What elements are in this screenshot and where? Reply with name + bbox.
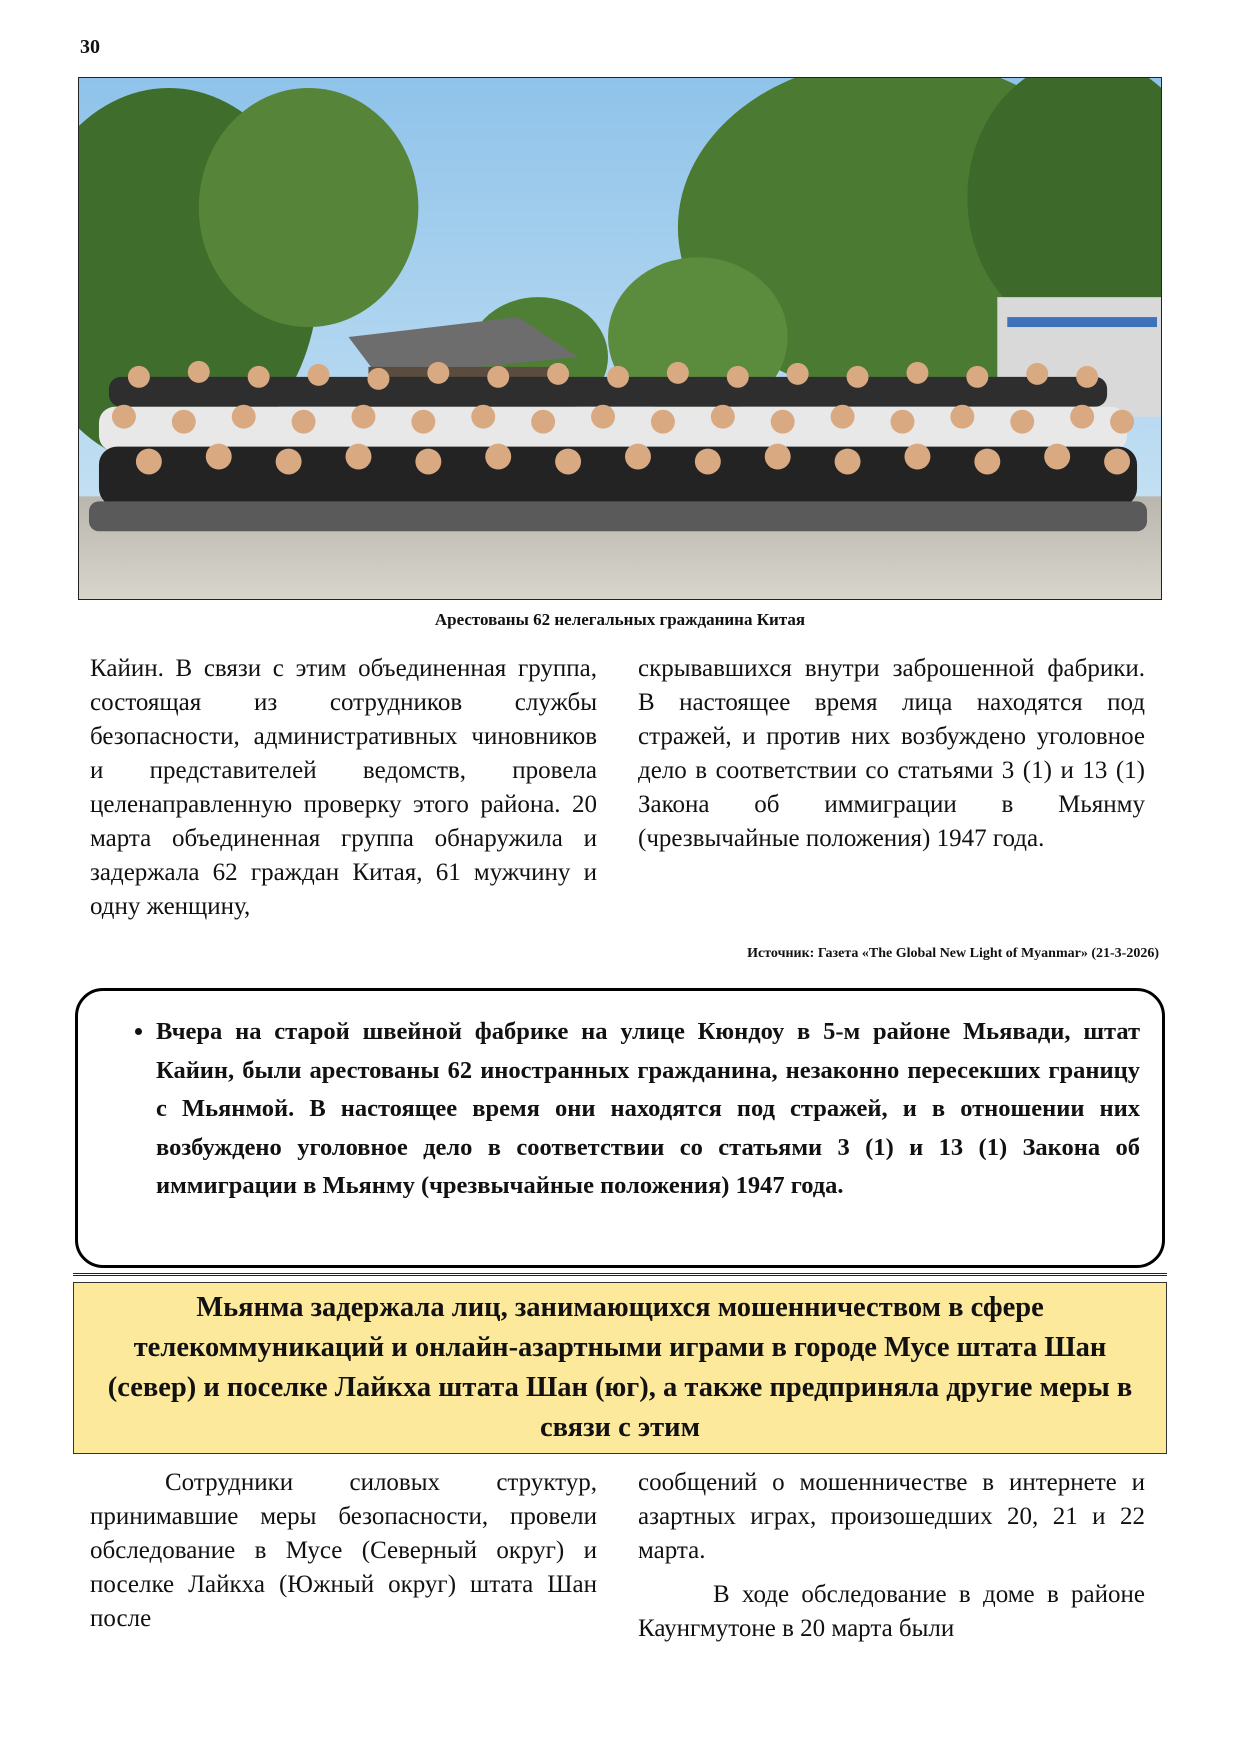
article2-right-paragraph-1: сообщений о мошенничестве в интернете и азартных играх, произошедших 20, 21 и 22 марта. (638, 1469, 1145, 1564)
page-number: 30 (80, 36, 100, 58)
article1-source: Источник: Газета «The Global New Light of Myanmar» (21-3-2026) (747, 946, 1159, 961)
summary-list (128, 1013, 1140, 1206)
article1-left-paragraph: Кайин. В связи с этим объединенная группа, состоящая из сотрудников службы безопасности, административных чиновников и представителей ведомств, провела целенаправленную проверку этого района. 20 марта объединенная группа обнаружила и задержала 62 граждан Китая, 61 мужчину и одну женщину, (90, 655, 597, 920)
article2-right-column (638, 1466, 1145, 1646)
article1-left-column (90, 652, 597, 924)
photo-caption: Арестованы 62 нелегальных гражданина Китая (434, 610, 806, 629)
article1-right-paragraph: скрывавшихся внутри заброшенной фабрики. В настоящее время лица находятся под стражей, и против них возбуждено уголовное дело в соответствии со статьями 3 (1) и 13 (1) Закона об иммиграции в Мьянму (чрезвычайные положения) 1947 года. (638, 655, 1145, 852)
article2-left-paragraph: Сотрудники силовых структур, принимавшие меры безопасности, провели обследование в Мусе (Северный округ) и поселке Лайкха (Южный округ) штата Шан после (90, 1469, 597, 1632)
summary-bullet: • Вчера на старой швейной фабрике на улице Кюндоу в 5-м районе Мьявади, штат Кайин, были арестованы 62 иностранных гражданина, незаконно пересекших границу с Мьянмой. В настоящее время они находятся под стражей, и в отношении них возбуждено уголовное дело в соответствии со статьями 3 (1) и 13 (1) Закона об иммиграции в Мьянму (чрезвычайные положения) 1947 года. (156, 1013, 1140, 1206)
group-photo-illustration (79, 78, 1161, 599)
article2-headline: Мьянма задержала лиц, занимающихся мошенничеством в сфере телекоммуникаций и онлайн-азартными играми в городе Мусе штата Шан (север) и поселке Лайкха штата Шан (юг), а также предприняла другие меры в связи с этим (107, 1292, 1133, 1443)
section-divider (73, 1273, 1167, 1276)
article2-headline-box (73, 1282, 1167, 1454)
article1-right-column (638, 652, 1145, 856)
article2-right-paragraph-2: В ходе обследование в доме в районе Каунгмутоне в 20 марта были (638, 1581, 1145, 1642)
article2-left-column (90, 1466, 597, 1636)
news-photo (78, 77, 1162, 600)
summary-box (75, 988, 1165, 1268)
